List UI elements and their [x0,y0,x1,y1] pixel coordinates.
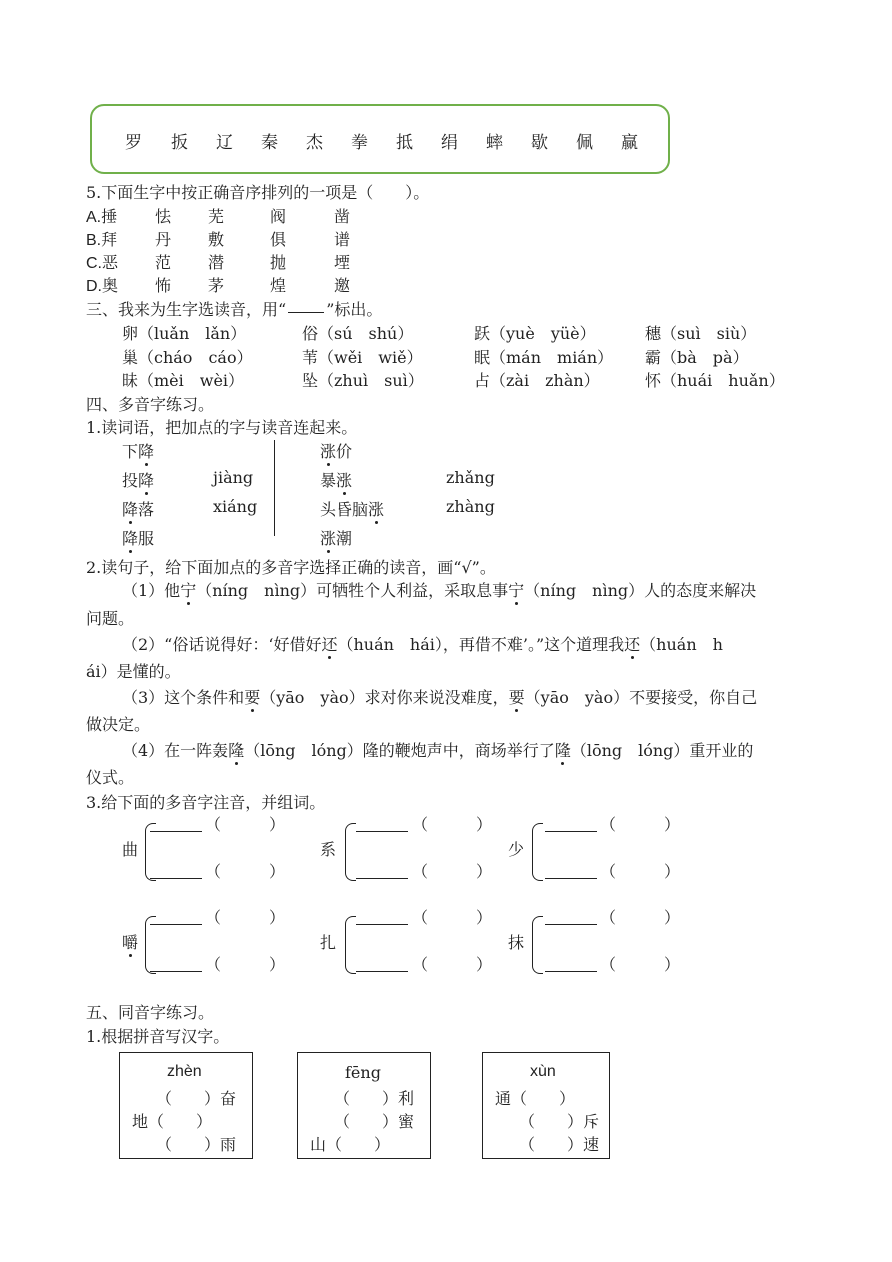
s4-q1: 1.读词语，把加点的字与读音连起来。 [86,418,358,437]
q5-char: 芜 [208,207,225,226]
box-char: 歇 [531,133,548,153]
q5-option: A.捶 [86,207,118,226]
sentence-cont: 仪式。 [86,768,135,787]
pinyin-label: xiáng [213,497,258,516]
paren-blank[interactable]: （ ） [205,908,286,927]
section5-heading: 五、同音字练习。 [86,1003,215,1022]
paren-blank[interactable]: （ ） [600,908,681,927]
q5-char: 潜 [208,253,225,272]
pinyin-label: jiàng [213,468,254,487]
q5-char: 煌 [270,276,287,295]
answer-line[interactable] [356,831,408,832]
pinyin-item: 穗（suì siù） [645,324,757,343]
q5-char: 茅 [208,276,225,295]
sentence: （2）“俗话说得好：‘好借好还（huán hái），再借不难’。”这个道理我还（huán h [122,632,723,655]
sentence: （1）他宁（níng nìng）可牺牲个人利益，采取息事宁（níng nìng）人的态度来解决 [122,578,756,601]
homophone-box [119,1052,253,1159]
pinyin-item: 霸（bà pà） [645,348,749,367]
q5-char: 怖 [155,276,172,295]
paren-blank[interactable]: （ ） [205,815,286,834]
q5-char: 抛 [270,253,287,272]
pinyin-label: zhǎng [446,468,495,487]
homophone-box [297,1052,431,1159]
box-char: 绢 [441,133,458,153]
word-item: 下降 [122,439,154,462]
answer-line[interactable] [545,831,597,832]
box-char: 罗 [125,133,142,153]
pinyin-item: 占（zài zhàn） [474,371,600,390]
section3-heading: 三、我来为生字选读音，用“ ”标出。 [86,300,383,319]
answer-line[interactable] [545,878,597,879]
section4-heading: 四、多音字练习。 [86,395,215,414]
pinyin-item: 昧（mèi wèi） [122,371,245,390]
answer-line[interactable] [356,878,408,879]
box-line[interactable]: 山（ ） [310,1135,391,1154]
character-box [90,104,670,174]
box-char: 蟀 [486,133,503,153]
box-char: 拳 [351,133,368,153]
paren-blank[interactable]: （ ） [600,815,681,834]
box-line[interactable]: （ ）利 [334,1089,415,1108]
box-pinyin: zhèn [167,1063,202,1080]
pinyin-item: 苇（wěi wiě） [302,348,423,367]
paren-blank[interactable]: （ ） [600,955,681,974]
paren-blank[interactable]: （ ） [205,955,286,974]
q5-char: 怯 [155,207,172,226]
box-line[interactable]: 通（ ） [495,1089,576,1108]
q5-char: 阀 [270,207,287,226]
answer-line[interactable] [356,924,408,925]
box-line[interactable]: （ ）雨 [156,1135,237,1154]
brace [532,823,543,881]
q5-char: 邀 [334,276,351,295]
pinyin-item: 怀（huái huǎn） [645,371,785,390]
word-item: 降落 [122,497,154,520]
divider-line [274,440,275,536]
q5-option: D.奥 [86,276,119,295]
box-line[interactable]: （ ）蜜 [334,1112,415,1131]
sentence-cont: 问题。 [86,609,135,628]
s5-q1: 1.根据拼音写汉字。 [86,1027,230,1046]
brace [345,916,356,974]
box-char: 杰 [306,133,323,153]
q5-char: 丹 [155,230,172,249]
box-line[interactable]: 地（ ） [132,1112,213,1131]
s4-q2: 2.读句子，给下面加点的多音字选择正确的读音，画“√”。 [86,558,496,577]
q5-stem: 5.下面生字中按正确音序排列的一项是（ ）。 [86,183,430,202]
poly-char: 少 [508,840,525,859]
paren-blank[interactable]: （ ） [412,955,493,974]
box-char: 抵 [396,133,413,153]
answer-line[interactable] [150,924,202,925]
word-item: 暴涨 [320,468,352,491]
q5-char: 范 [155,253,172,272]
box-pinyin: xùn [530,1063,556,1080]
answer-line[interactable] [150,878,202,879]
sentence: （4）在一阵轰隆（lōng lóng）隆的鞭炮声中，商场举行了隆（lōng lóng）重开业的 [122,738,753,761]
poly-char: 系 [320,840,337,859]
q5-char: 堙 [334,253,351,272]
q5-char: 凿 [334,207,351,226]
q5-option: C.恶 [86,253,119,272]
pinyin-item: 坠（zhuì suì） [302,371,424,390]
answer-line[interactable] [545,924,597,925]
brace [345,823,356,881]
sentence-cont: 做决定。 [86,715,151,734]
box-pinyin: fēng [345,1063,381,1082]
pinyin-item: 跃（yuè yüè） [474,324,596,343]
paren-blank[interactable]: （ ） [205,862,286,881]
pinyin-item: 巢（cháo cáo） [122,348,253,367]
sentence-cont: ái）是懂的。 [86,662,181,681]
paren-blank[interactable]: （ ） [412,862,493,881]
box-char: 秦 [261,133,278,153]
s4-q3: 3.给下面的多音字注音，并组词。 [86,793,326,812]
box-char: 辽 [216,133,233,153]
poly-char: 扎 [320,933,337,952]
q5-option: B.拜 [86,230,118,249]
word-item: 投降 [122,468,154,491]
answer-line[interactable] [150,971,202,972]
box-char: 扳 [171,133,188,153]
paren-blank[interactable]: （ ） [600,862,681,881]
poly-char: 曲 [122,840,139,859]
answer-line[interactable] [545,971,597,972]
answer-line[interactable] [356,971,408,972]
q5-char: 俱 [270,230,287,249]
box-line[interactable]: （ ）斥 [519,1112,600,1131]
brace [532,916,543,974]
poly-char: 嚼 [122,930,138,953]
pinyin-item: 眠（mán mián） [474,348,614,367]
poly-char: 抹 [508,933,525,952]
pinyin-item: 卵（luǎn lǎn） [122,324,247,343]
answer-line[interactable] [150,831,202,832]
paren-blank[interactable]: （ ） [412,908,493,927]
word-item: 降服 [122,526,154,549]
box-line[interactable]: （ ）速 [519,1135,600,1154]
box-line[interactable]: （ ）奋 [156,1089,237,1108]
word-item: 涨价 [320,439,352,462]
sentence: （3）这个条件和要（yāo yào）求对你来说没难度，要（yāo yào）不要接受，你自己 [122,685,757,708]
word-item: 头昏脑涨 [320,497,384,520]
homophone-box [482,1052,610,1159]
box-char: 佩 [576,133,593,153]
q5-char: 敷 [208,230,225,249]
underline-marker [288,312,324,313]
pinyin-item: 俗（sú shú） [302,324,414,343]
paren-blank[interactable]: （ ） [412,815,493,834]
word-item: 涨潮 [320,526,352,549]
pinyin-label: zhàng [446,497,495,516]
q5-char: 谱 [334,230,351,249]
box-char: 赢 [621,133,638,153]
